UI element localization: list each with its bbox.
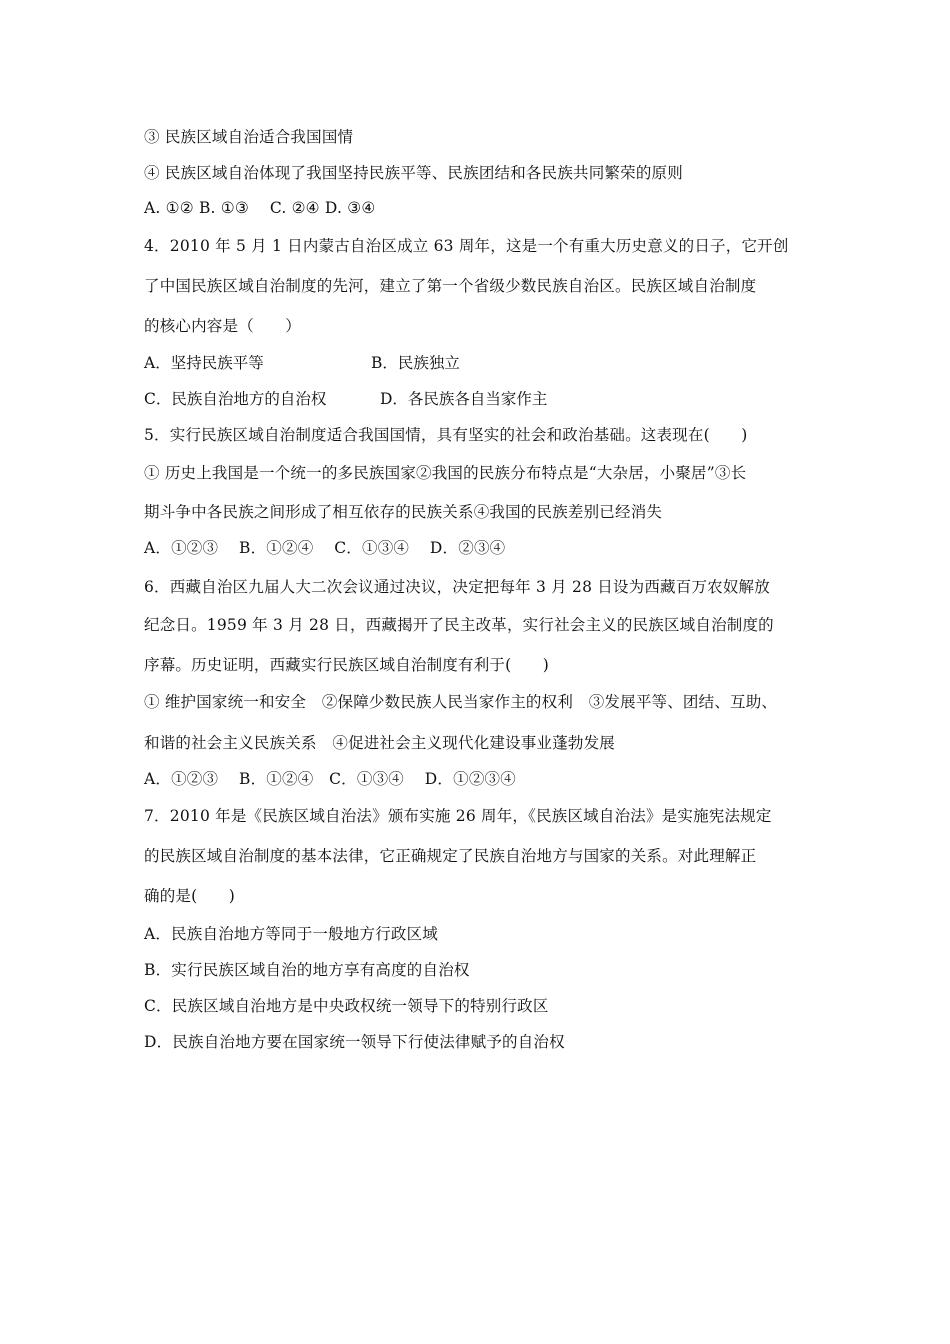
q4-stem-line-3: 的核心内容是（ ）: [144, 317, 302, 335]
q5-stem-line-3: 期斗争中各民族之间形成了相互依存的民族关系④我国的民族差别已经消失: [144, 503, 663, 521]
q6-item-line-1: ① 维护国家统一和安全 ②保障少数民族人民当家作主的权利 ③发展平等、团结、互助、: [144, 693, 778, 711]
q5-stem-line-1: 5．实行民族区域自治制度适合我国国情，具有坚实的社会和政治基础。这表现在( ): [144, 426, 748, 444]
q5-stem-line-2: ① 历史上我国是一个统一的多民族国家②我国的民族分布特点是“大杂居，小聚居”③长: [144, 464, 747, 482]
q3-options: A. ①② B. ①③ C. ②④ D. ③④: [144, 199, 376, 217]
q4-option-b: B．民族独立: [371, 354, 460, 372]
q4-stem-line-2: 了中国民族区域自治制度的先河，建立了第一个省级少数民族自治区。民族区域自治制度: [144, 277, 757, 295]
q7-stem-line-3: 确的是( ): [144, 887, 235, 905]
q7-option-d: D．民族自治地方要在国家统一领导下行使法律赋予的自治权: [144, 1033, 565, 1051]
q7-option-c: C．民族区域自治地方是中央政权统一领导下的特别行政区: [144, 997, 549, 1015]
q7-option-b: B．实行民族区域自治的地方享有高度的自治权: [144, 961, 470, 979]
q7-stem-line-1: 7．2010 年是《民族区域自治法》颁布实施 26 周年，《民族区域自治法》是实施宪法规定: [144, 807, 772, 825]
q7-option-a: A．民族自治地方等同于一般地方行政区域: [144, 925, 438, 943]
q4-stem-line-1: 4．2010 年 5 月 1 日内蒙古自治区成立 63 周年，这是一个有重大历史意义的日子，它开创: [144, 237, 789, 255]
q5-options: A．①②③ B．①②④ C．①③④ D．②③④: [144, 539, 506, 557]
q4-option-a: A．坚持民族平等: [144, 354, 264, 372]
q6-options: A．①②③ B．①②④ C．①③④ D．①②③④: [144, 770, 516, 788]
q4-option-c: C．民族自治地方的自治权: [144, 390, 327, 408]
q4-option-d: D．各民族各自当家作主: [380, 390, 548, 408]
q6-stem-line-3: 序幕。历史证明，西藏实行民族区域自治制度有利于( ): [144, 656, 549, 674]
q3-item-3: ③ 民族区域自治适合我国国情: [144, 128, 354, 146]
q7-stem-line-2: 的民族区域自治制度的基本法律，它正确规定了民族自治地方与国家的关系。对此理解正: [144, 847, 757, 865]
q6-stem-line-2: 纪念日。1959 年 3 月 28 日，西藏揭开了民主改革，实行社会主义的民族区域自治制度的: [144, 616, 774, 634]
q3-item-4: ④ 民族区域自治体现了我国坚持民族平等、民族团结和各民族共同繁荣的原则: [144, 164, 683, 182]
q6-item-line-2: 和谐的社会主义民族关系 ④促进社会主义现代化建设事业蓬勃发展: [144, 734, 616, 752]
q6-stem-line-1: 6．西藏自治区九届人大二次会议通过决议，决定把每年 3 月 28 日设为西藏百万农奴解放: [144, 578, 770, 596]
